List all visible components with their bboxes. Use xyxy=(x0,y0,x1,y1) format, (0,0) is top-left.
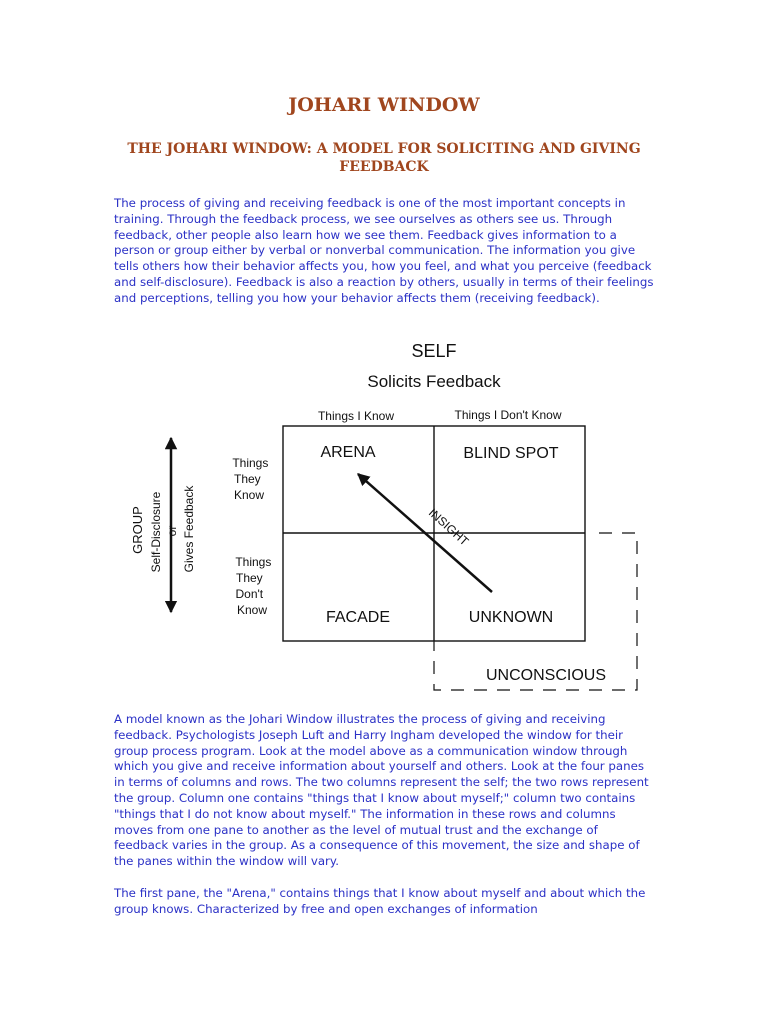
group-sublabel-or: or xyxy=(165,525,179,537)
group-sublabel-disclosure: Self-Disclosure xyxy=(149,491,163,573)
unconscious-label: UNCONSCIOUS xyxy=(485,667,607,684)
group-label: GROUP xyxy=(130,506,145,554)
insight-label: INSIGHT xyxy=(425,505,472,549)
page-title: JOHARI WINDOW xyxy=(288,94,480,116)
self-label: SELF xyxy=(411,341,457,361)
model-paragraph: A model known as the Johari Window illustrates the process of giving and receiving feedback. Psychologists Joseph Luft and Harry Ingham developed the window for their group process program. Look at the model above as a communication window through which you give and receive information about yourself and others. Look at the four panes in terms of columns and rows. The two columns represent the self; the two rows represent the group. Column one contains "things that I know about myself;" column two contains "things that I do not know about myself." The information in these rows and columns moves from one pane to another as the level of mutual trust and the exchange of feedback varies in the group. As a consequence of this movement, the size and shape of the panes within the window will vary. xyxy=(114,712,649,869)
group-sublabel-feedback: Gives Feedback xyxy=(182,485,196,573)
pane-blind-spot-label: BLIND SPOT xyxy=(463,445,559,462)
self-sublabel: Solicits Feedback xyxy=(367,372,501,391)
arena-paragraph: The first pane, the "Arena," contains things that I know about myself and about which the group knows. Characterized by free and open exchanges of information xyxy=(114,886,646,916)
row-header-known: Things They Know xyxy=(232,456,269,502)
column-header-known: Things I Know xyxy=(317,409,395,423)
row-header-unknown: Things They Don't Know xyxy=(235,555,272,617)
pane-arena-label: ARENA xyxy=(320,444,376,461)
pane-unknown-label: UNKNOWN xyxy=(468,609,554,626)
page-subtitle: THE JOHARI WINDOW: A MODEL FOR SOLICITING AND GIVING FEEDBACK xyxy=(127,141,641,175)
intro-paragraph: The process of giving and receiving feedback is one of the most important concepts in training. Through the feedback process, we see ourselves as others see us. Through feedback, other people also learn how we see them. Feedback gives information to a person or group either by verbal or nonverbal communication. The information you give tells others how their behavior affects you, how you feel, and what you perceive (feedback and self-disclosure). Feedback is also a reaction by others, usually in terms of their feelings and perceptions, telling you how your behavior affects them (receiving feedback). xyxy=(114,196,654,305)
pane-facade-label: FACADE xyxy=(325,609,391,626)
column-header-unknown: Things I Don't Know xyxy=(454,408,562,422)
